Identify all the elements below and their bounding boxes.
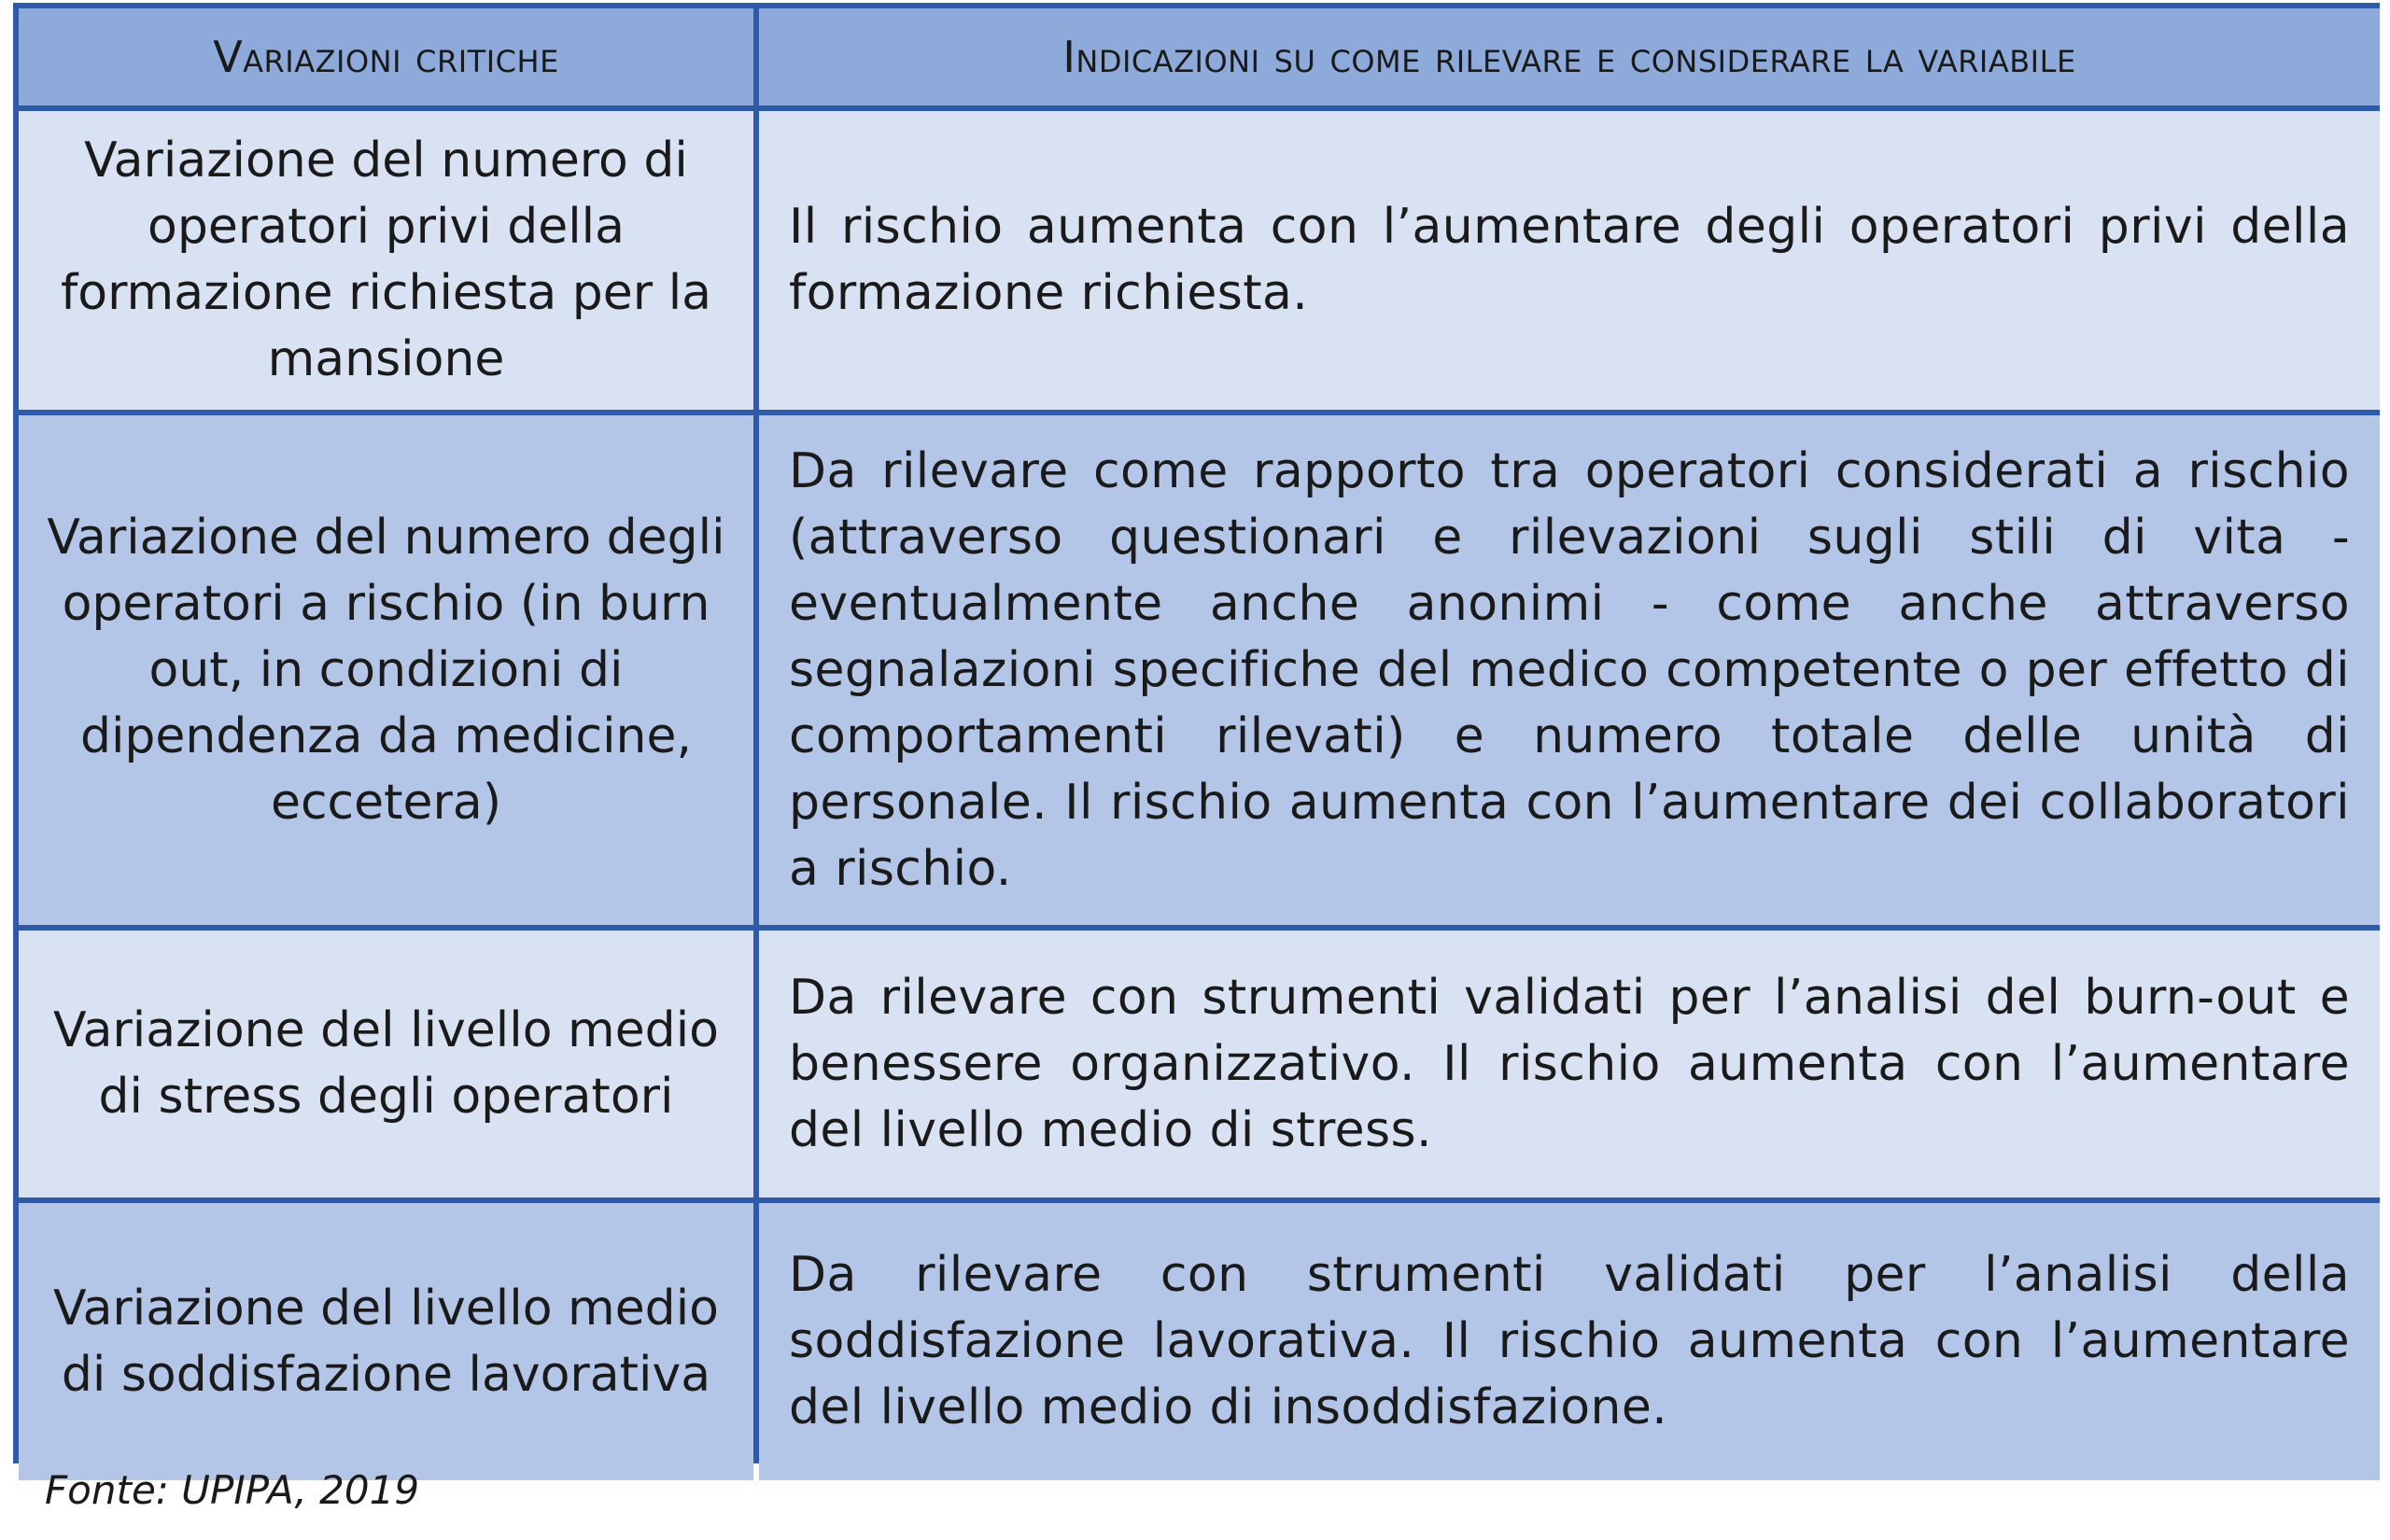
row-2-indication bbox=[759, 415, 2380, 925]
critical-variations-table bbox=[13, 3, 2380, 1463]
row-2-variation bbox=[19, 415, 753, 925]
header-variations: Variazioni critiche bbox=[19, 8, 753, 105]
row-4-indication bbox=[759, 1203, 2380, 1480]
row-2-variation-text: Variazione del numero degli operatori a rischio (in burn out, in condizioni di dipendenza da medicine, eccetera) bbox=[47, 509, 725, 831]
row-1-variation-text: Variazione del numero di operatori privi della formazione richiesta per la mansione bbox=[60, 133, 712, 387]
row-4-indication-text: Da rilevare con strumenti validati per l’analisi della soddisfazione lavorativa. Il rischio aumenta con l’aumentare del livello medio di insoddisfazione. bbox=[789, 1247, 2350, 1435]
row-2-indication-text: Da rilevare come rapporto tra operatori considerati a rischio (attraverso questionari e rilevazioni sugli stili di vita - eventualmente anche anonimi - come anche attraverso segnalazioni specifiche del medico competente o per effetto di comportamenti rilevati) e numero totale delle unità di personale. Il rischio aumenta con l’aumentare dei collaboratori a rischio. bbox=[789, 442, 2350, 897]
row-3-indication bbox=[759, 931, 2380, 1197]
row-4-variation-text: Variazione del livello medio di soddisfazione lavorativa bbox=[53, 1280, 719, 1403]
source-caption: Fonte: UPIPA, 2019 bbox=[45, 1467, 420, 1513]
header-indications: Indicazioni su come rilevare e considerare la variabile bbox=[759, 8, 2380, 105]
row-3-variation-text: Variazione del livello medio di stress degli operatori bbox=[53, 1002, 719, 1125]
row-1-variation bbox=[19, 111, 753, 410]
row-3-variation bbox=[19, 931, 753, 1197]
row-1-indication bbox=[759, 111, 2380, 410]
row-3-indication-text: Da rilevare con strumenti validati per l’analisi del burn-out e benessere organizzativo. Il rischio aumenta con l’aumentare del livello medio di stress. bbox=[789, 969, 2350, 1158]
row-4-variation bbox=[19, 1203, 753, 1480]
row-1-indication-text: Il rischio aumenta con l’aumentare degli operatori privi della formazione richiesta. bbox=[789, 199, 2350, 321]
